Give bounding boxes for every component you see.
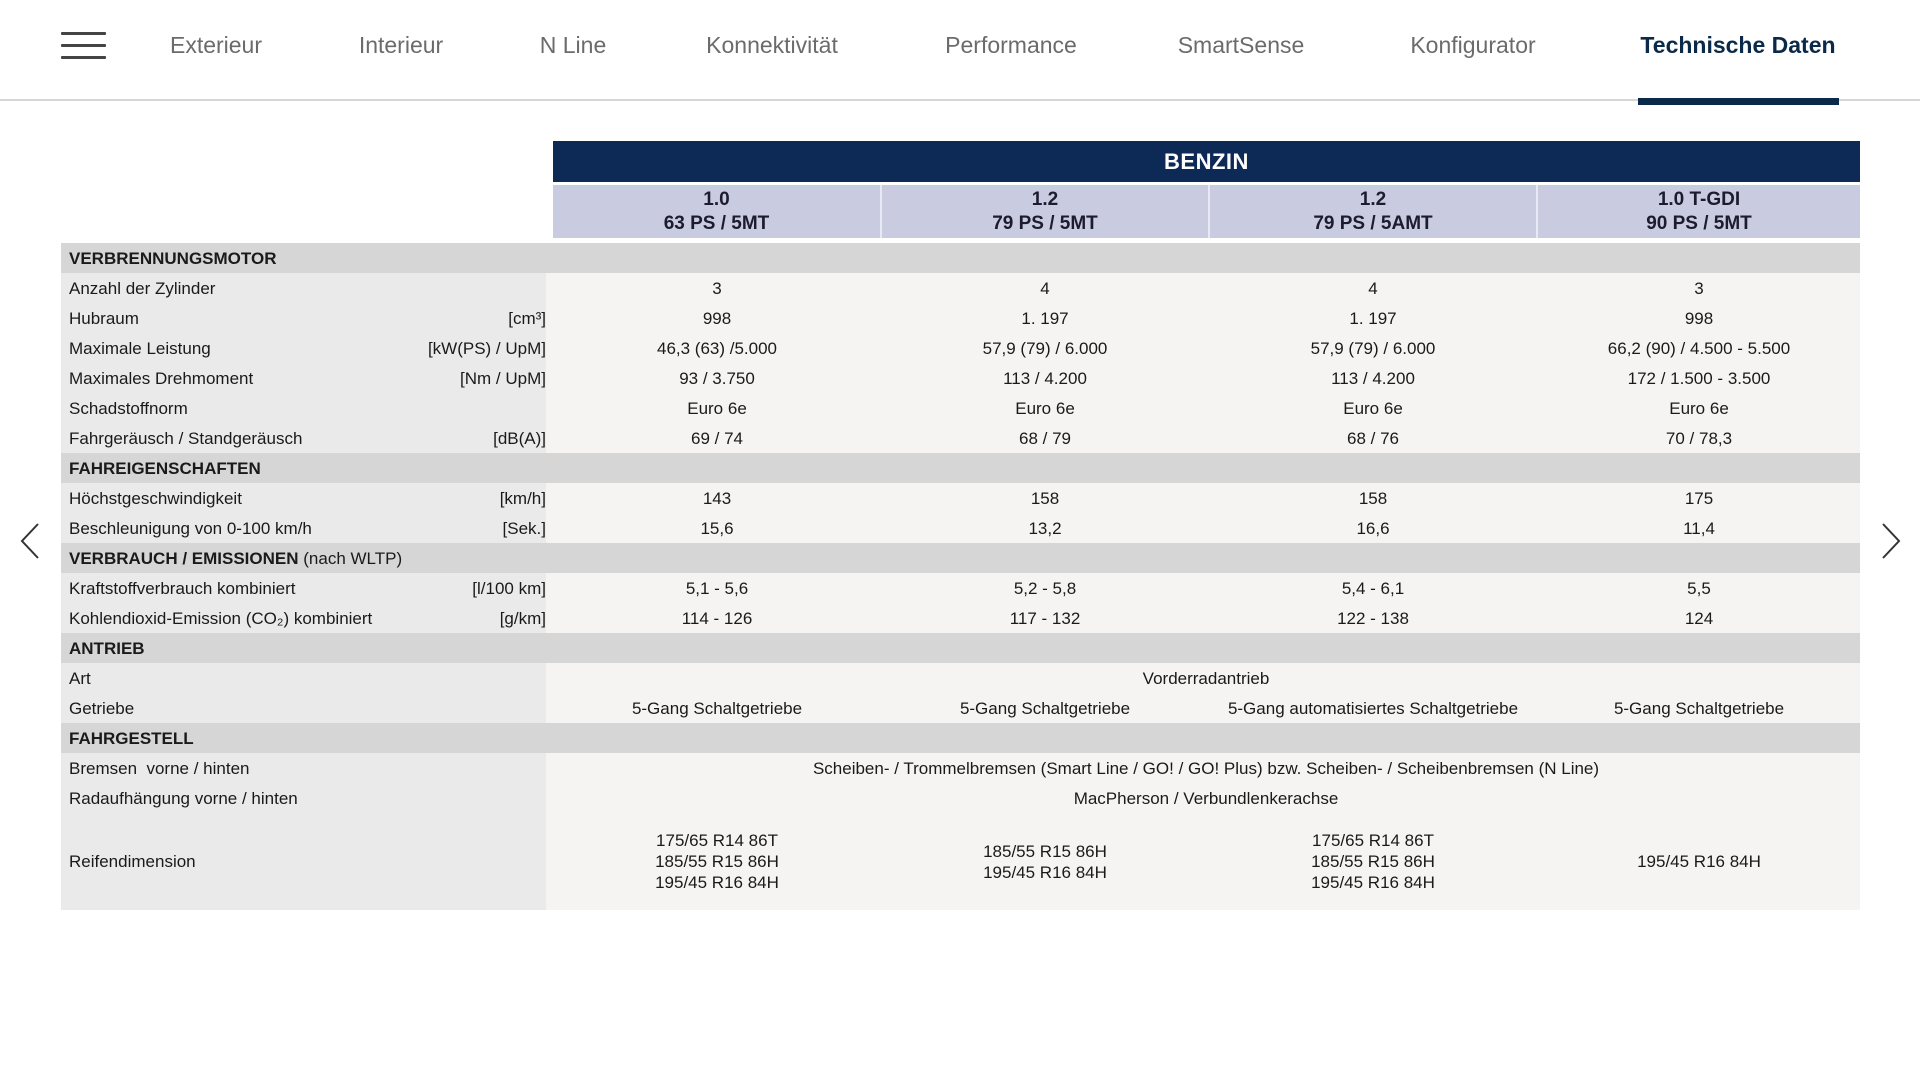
nav-link-interieur[interactable]: Interieur bbox=[358, 32, 444, 58]
section-title-note: (nach WLTP) bbox=[298, 549, 403, 568]
cell-value: 1. 197 bbox=[1349, 309, 1397, 328]
cell-value-multiline bbox=[983, 841, 1107, 883]
engine-power-gearbox: 63 PS / 5MT bbox=[663, 212, 770, 234]
row-label: Kohlendioxid-Emission (CO₂) kombiniert bbox=[69, 609, 373, 628]
section-title: VERBRENNUNGSMOTOR bbox=[69, 249, 277, 268]
row-label: Anzahl der Zylinder bbox=[69, 279, 216, 298]
fuel-type-header: BENZIN bbox=[553, 141, 1860, 182]
section-header-antrieb bbox=[61, 633, 1860, 663]
nav-link-konfigurator[interactable]: Konfigurator bbox=[1410, 32, 1536, 58]
tire-size: 195/45 R16 84H bbox=[655, 873, 779, 892]
cell-value-spanning: Vorderradantrieb bbox=[1142, 669, 1270, 688]
row-label-cell bbox=[61, 663, 546, 693]
row-unit: [g/km] bbox=[499, 609, 546, 628]
section-header-fahreigenschaften bbox=[61, 453, 1860, 483]
cell-value: 4 bbox=[1040, 279, 1050, 298]
cell-value: 16,6 bbox=[1356, 519, 1390, 538]
table-row bbox=[61, 483, 1860, 513]
section-title bbox=[69, 549, 402, 569]
cell-value-multiline bbox=[1637, 851, 1761, 872]
nav-link-exterieur[interactable]: Exterieur bbox=[169, 32, 263, 58]
row-label: Art bbox=[69, 669, 91, 688]
cell-value: 68 / 79 bbox=[1019, 429, 1071, 448]
cell-value: 93 / 3.750 bbox=[679, 369, 755, 388]
engine-column-header bbox=[1538, 185, 1860, 238]
engine-displacement: 1.0 T-GDI bbox=[1657, 188, 1741, 210]
cell-value: 117 - 132 bbox=[1009, 609, 1081, 628]
nav-link-performance[interactable]: Performance bbox=[945, 32, 1077, 58]
cell-value-multiline bbox=[1311, 830, 1435, 893]
cell-value: 5-Gang Schaltgetriebe bbox=[1613, 699, 1785, 718]
cell-value: 122 - 138 bbox=[1337, 609, 1409, 628]
cell-value: 69 / 74 bbox=[691, 429, 743, 448]
cell-value: 158 bbox=[1358, 489, 1388, 508]
table-row bbox=[61, 393, 1860, 423]
cell-value: 15,6 bbox=[700, 519, 734, 538]
tire-size: 185/55 R15 86H bbox=[1311, 852, 1435, 871]
cell-value: 124 bbox=[1684, 609, 1714, 628]
section-title: FAHRGESTELL bbox=[69, 729, 194, 748]
cell-value: 158 bbox=[1030, 489, 1060, 508]
cell-value: 3 bbox=[712, 279, 722, 298]
tire-size: 175/65 R14 86T bbox=[1312, 831, 1434, 850]
cell-value: Euro 6e bbox=[687, 399, 747, 418]
top-navigation bbox=[0, 0, 1920, 101]
table-row bbox=[61, 333, 1860, 363]
cell-value: 57,9 (79) / 6.000 bbox=[982, 339, 1108, 358]
row-label: Höchstgeschwindigkeit bbox=[69, 489, 242, 508]
cell-value: 998 bbox=[1684, 309, 1714, 328]
engine-displacement: 1.2 bbox=[1359, 188, 1387, 210]
engine-displacement: 1.2 bbox=[1031, 188, 1059, 210]
cell-value: 5,2 - 5,8 bbox=[1013, 579, 1077, 598]
table-row bbox=[61, 603, 1860, 633]
tire-size: 195/45 R16 84H bbox=[983, 863, 1107, 882]
cell-value: 5-Gang Schaltgetriebe bbox=[959, 699, 1131, 718]
table-row bbox=[61, 663, 1860, 693]
row-label: Kraftstoffverbrauch kombiniert bbox=[69, 579, 296, 598]
cell-value: Euro 6e bbox=[1343, 399, 1403, 418]
engine-column-header bbox=[882, 185, 1208, 238]
cell-value: 998 bbox=[702, 309, 732, 328]
tire-size: 175/65 R14 86T bbox=[656, 831, 778, 850]
section-header-fahrgestell bbox=[61, 723, 1860, 753]
section-title-text: VERBRAUCH / EMISSIONEN bbox=[69, 549, 299, 568]
active-tab-indicator bbox=[1638, 98, 1839, 105]
cell-value: 4 bbox=[1368, 279, 1378, 298]
table-row bbox=[61, 573, 1860, 603]
cell-value: 3 bbox=[1694, 279, 1704, 298]
engine-displacement: 1.0 bbox=[703, 188, 730, 210]
cell-value: 46,3 (63) /5.000 bbox=[656, 339, 778, 358]
cell-value: 5,4 - 6,1 bbox=[1341, 579, 1405, 598]
table-row bbox=[61, 753, 1860, 783]
row-label: Getriebe bbox=[69, 699, 135, 718]
cell-value: 113 / 4.200 bbox=[1003, 369, 1087, 388]
row-label: Hubraum bbox=[69, 309, 139, 328]
cell-value: 172 / 1.500 - 3.500 bbox=[1627, 369, 1771, 388]
section-title: ANTRIEB bbox=[69, 639, 145, 658]
row-unit: [km/h] bbox=[499, 489, 546, 508]
row-label: Maximale Leistung bbox=[69, 339, 211, 358]
cell-value: 70 / 78,3 bbox=[1665, 429, 1733, 448]
row-unit: [Sek.] bbox=[502, 519, 546, 538]
row-unit: [Nm / UpM] bbox=[460, 369, 546, 388]
chevron-right-icon[interactable] bbox=[1879, 521, 1903, 561]
cell-value: 68 / 76 bbox=[1347, 429, 1399, 448]
row-label: Reifendimension bbox=[69, 852, 196, 871]
cell-value: 175 bbox=[1684, 489, 1714, 508]
row-label: Beschleunigung von 0-100 km/h bbox=[69, 519, 312, 538]
table-row bbox=[61, 363, 1860, 393]
tire-size: 195/45 R16 84H bbox=[1637, 852, 1761, 871]
cell-value: 1. 197 bbox=[1021, 309, 1069, 328]
tire-size: 195/45 R16 84H bbox=[1311, 873, 1435, 892]
hamburger-menu-icon[interactable] bbox=[61, 32, 106, 60]
nav-link-technische-daten[interactable]: Technische Daten bbox=[1640, 32, 1836, 58]
cell-value: Euro 6e bbox=[1015, 399, 1075, 418]
cell-value: 5,5 bbox=[1687, 579, 1711, 598]
table-row bbox=[61, 513, 1860, 543]
cell-value: 5,1 - 5,6 bbox=[685, 579, 749, 598]
row-label: Fahrgeräusch / Standgeräusch bbox=[69, 429, 303, 448]
table-row bbox=[61, 423, 1860, 453]
cell-value: 113 / 4.200 bbox=[1331, 369, 1415, 388]
engine-power-gearbox: 90 PS / 5MT bbox=[1646, 212, 1752, 234]
cell-value: 5-Gang automatisiertes Schaltgetriebe bbox=[1227, 699, 1519, 718]
nav-link-smartsense[interactable]: SmartSense bbox=[1177, 32, 1305, 58]
cell-value: 13,2 bbox=[1028, 519, 1062, 538]
cell-value-spanning: Scheiben- / Trommelbremsen (Smart Line / GO! / GO! Plus) bzw. Scheiben- / Scheibenbremsen (N Line) bbox=[812, 759, 1600, 778]
tire-size: 185/55 R15 86H bbox=[983, 842, 1107, 861]
table-row bbox=[61, 693, 1860, 723]
engine-power-gearbox: 79 PS / 5AMT bbox=[1313, 212, 1433, 234]
section-title: FAHREIGENSCHAFTEN bbox=[69, 459, 261, 478]
row-unit: [dB(A)] bbox=[493, 429, 546, 448]
table-row bbox=[61, 303, 1860, 333]
table-row bbox=[61, 813, 1860, 910]
cell-value: 5-Gang Schaltgetriebe bbox=[631, 699, 803, 718]
section-header-verbrennungsmotor bbox=[61, 243, 1860, 273]
engine-column-header bbox=[553, 185, 880, 238]
engine-power-gearbox: 79 PS / 5MT bbox=[992, 212, 1098, 234]
row-unit: [kW(PS) / UpM] bbox=[427, 339, 546, 358]
cell-value: 11,4 bbox=[1683, 519, 1715, 538]
cell-value: 114 - 126 bbox=[681, 609, 753, 628]
chevron-left-icon[interactable] bbox=[18, 521, 42, 561]
row-label: Maximales Drehmoment bbox=[69, 369, 254, 388]
cell-value-spanning: MacPherson / Verbundlenkerachse bbox=[1073, 789, 1339, 808]
row-unit: [cm³] bbox=[508, 309, 546, 328]
section-header-verbrauch-emissionen bbox=[61, 543, 1860, 573]
cell-value: 66,2 (90) / 4.500 - 5.500 bbox=[1607, 339, 1791, 358]
cell-value: Euro 6e bbox=[1669, 399, 1729, 418]
table-row bbox=[61, 273, 1860, 303]
nav-link-n-line[interactable]: N Line bbox=[539, 32, 607, 58]
cell-value: 57,9 (79) / 6.000 bbox=[1310, 339, 1436, 358]
cell-value: 143 bbox=[702, 489, 732, 508]
row-label: Radaufhängung vorne / hinten bbox=[69, 789, 298, 808]
table-row bbox=[61, 783, 1860, 813]
row-label: Bremsen vorne / hinten bbox=[69, 759, 250, 778]
engine-column-header bbox=[1210, 185, 1536, 238]
row-unit: [l/100 km] bbox=[472, 579, 546, 598]
row-label: Schadstoffnorm bbox=[69, 399, 188, 418]
nav-link-konnektivitaet[interactable]: Konnektivität bbox=[706, 32, 838, 58]
tire-size: 185/55 R15 86H bbox=[655, 852, 779, 871]
cell-value-multiline bbox=[655, 830, 779, 893]
